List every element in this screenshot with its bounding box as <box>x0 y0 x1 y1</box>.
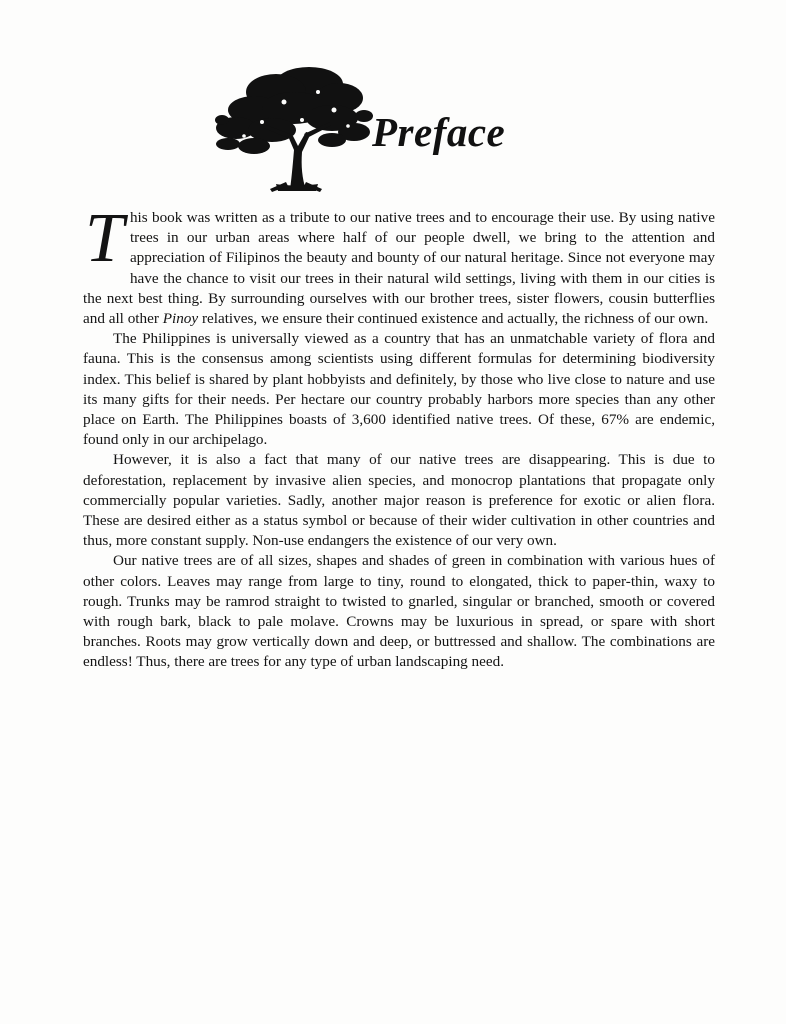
paragraph-1-text: his book was written as a tribute to our native trees and to encourage their use. By using native trees in our urban areas where half of our people dwell, we bring to the attention and appreciation of Filipinos the beauty and bounty of our natural heritage. Since not everyone may have the chance to visit our trees in their natural wild settings, living with them in our cities is the next best thing. By surrounding ourselves with our brother trees, sister flowers, cousin butterflies and all other <box>83 209 715 328</box>
emphasis-pinoy: Pinoy <box>162 310 199 328</box>
drop-cap: T <box>85 200 124 277</box>
paragraph-4: Our native trees are of all sizes, shapes and shades of green in combination with various hues of other colors. Leaves may range from large to tiny, round to elongated, thick to paper-thin, waxy to rough. Trunks may be ramrod straight to twisted to gnarled, singular or branched, smooth or covered with rough bark, black to pale molave. Crowns may be luxurious in spread, or spare with short branches. Roots may grow vertically down and deep, or buttressed and shallow. The combinations are endless! Thus, there are trees for any type of urban landscaping need. <box>83 552 715 671</box>
page-title: Preface <box>372 109 506 155</box>
paragraph-1 <box>83 200 715 329</box>
paragraph-3: However, it is also a fact that many of our native trees are disappearing. This is due to deforestation, replacement by invasive alien species, and monocrop plantations that propagate only commercially popular varieties. Sadly, another major reason is preference for exotic or alien flora. These are desired either as a status symbol or because of their wider cultivation in other countries and thus, more constant supply. Non-use endangers the existence of our very own. <box>83 451 715 550</box>
tree-icon <box>214 62 374 192</box>
preface-body <box>83 200 715 673</box>
paragraph-1-text-end: relatives, we ensure their continued existence and actually, the richness of our own. <box>198 310 709 328</box>
preface-header <box>0 0 786 200</box>
paragraph-2: The Philippines is universally viewed as a country that has an unmatchable variety of flora and fauna. This is the consensus among scientists using different formulas for determining biodiversity index. This belief is shared by plant hobbyists and definitely, by those who live close to nature and use its many gifts for their needs. Per hectare our country probably harbors more species than any other place on Earth. The Philippines boasts of 3,600 identified native trees. Of these, 67% are endemic, found only in our archipelago. <box>83 330 715 449</box>
